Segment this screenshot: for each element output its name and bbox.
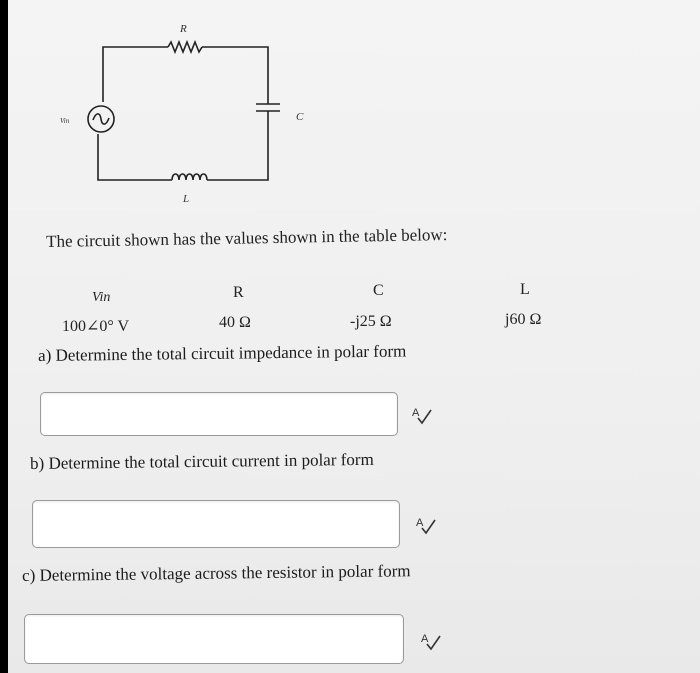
table-header-c: C [373, 282, 384, 299]
table-value-vin: 100∠0° V [62, 318, 130, 335]
capacitor-label: C [296, 111, 304, 123]
table-value-r: 40 Ω [219, 314, 251, 331]
question-a-label: a) Determine the total circuit impedance in polar form [38, 341, 407, 365]
spellcheck-icon[interactable] [420, 630, 442, 652]
table-value-c: -j25 Ω [350, 313, 392, 330]
spellcheck-icon[interactable] [415, 514, 437, 536]
svg-text:A: A [412, 407, 420, 419]
circuit-diagram [0, 0, 700, 230]
inductor-label: L [183, 193, 190, 205]
answer-c-input[interactable] [24, 614, 404, 664]
answer-a-input[interactable] [40, 392, 398, 436]
table-value-l: j60 Ω [505, 311, 542, 328]
table-header-r: R [233, 284, 244, 301]
question-c-label: c) Determine the voltage across the resistor in polar form [22, 561, 411, 585]
source-label: Vin [60, 117, 70, 125]
resistor-label: R [180, 23, 187, 35]
question-b-label: b) Determine the total circuit current in polar form [30, 449, 374, 473]
svg-text:A: A [421, 633, 429, 645]
svg-text:A: A [416, 517, 424, 529]
table-header-l: L [520, 281, 530, 298]
inductor-symbol [172, 174, 207, 180]
table-header-vin: Vin [92, 290, 111, 305]
resistor-symbol [168, 42, 202, 52]
spellcheck-icon[interactable] [411, 404, 433, 426]
answer-b-input[interactable] [32, 500, 400, 548]
intro-text: The circuit shown has the values shown in the table below: [46, 224, 448, 251]
